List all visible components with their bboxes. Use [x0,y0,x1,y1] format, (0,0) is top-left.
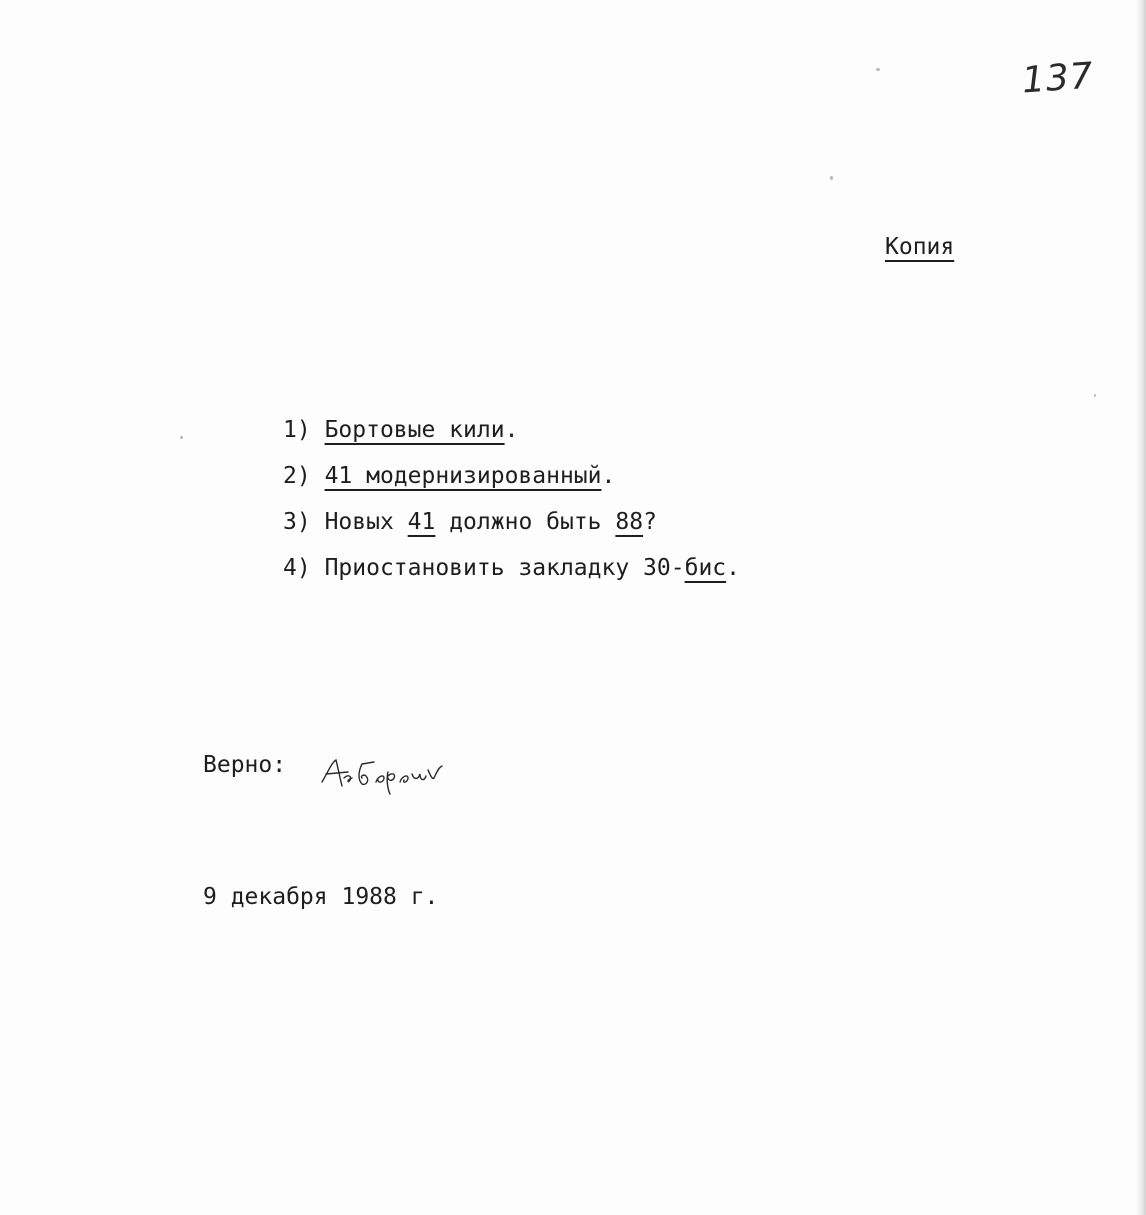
item-number: 2) [283,463,311,489]
item-text-underlined: Бортовые кили [324,417,505,443]
scan-speck [180,436,183,439]
verified-label: Верно: [203,752,287,778]
item-text: должно быть [435,509,616,535]
scan-speck [876,68,880,71]
list-item [283,412,740,458]
scan-speck [1094,394,1096,397]
item-number: 1) [283,417,311,443]
item-text: Новых [324,509,408,535]
item-punctuation: . [601,463,616,489]
item-number: 3) [283,509,311,535]
item-punctuation: . [504,417,519,443]
list-item [283,458,740,504]
handwritten-signature [318,756,453,796]
list-item [283,504,740,550]
item-text-underlined: бис [684,555,727,581]
page-edge-shadow [1136,0,1146,1215]
copy-label: Копия [885,234,955,260]
numbered-list [283,412,740,596]
item-number-underlined: 41 [407,509,436,535]
item-punctuation: . [726,555,740,581]
item-punctuation: ? [643,509,657,535]
scan-speck [830,176,833,180]
handwritten-page-number: 137 [1020,55,1096,102]
item-text: Приостановить закладку 30- [324,555,685,581]
item-text-underlined: 41 модернизированный [324,463,602,489]
item-number-underlined: 88 [615,509,644,535]
item-number: 4) [283,555,311,581]
list-item [283,550,740,596]
document-date: 9 декабря 1988 г. [203,884,439,910]
